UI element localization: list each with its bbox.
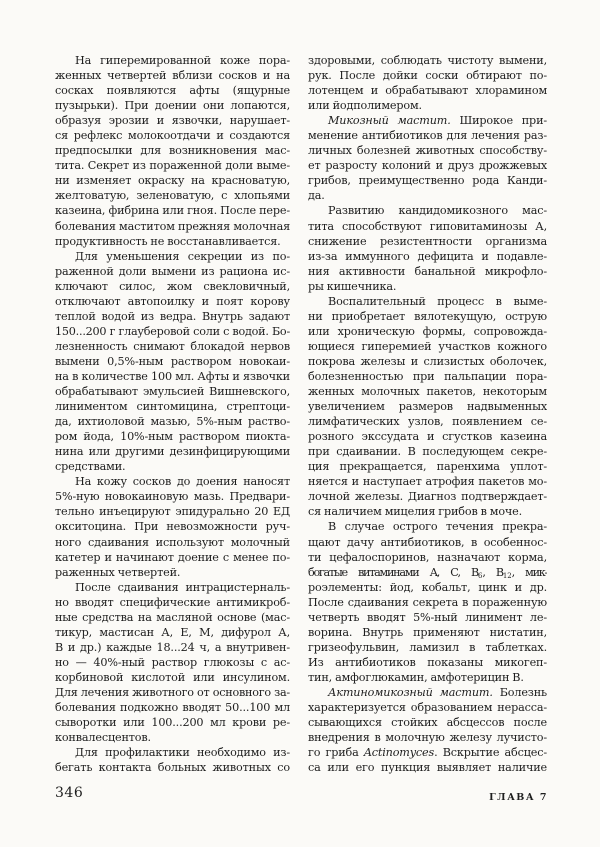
text-segment: болевания маститом прежняя молочная xyxy=(55,219,290,233)
text-segment: После сдаивания интрацистерналь- xyxy=(75,580,290,594)
text-segment: предпосылки для возникновения мас- xyxy=(55,144,290,158)
text-segment: На гиперемированной коже пора- xyxy=(75,54,290,67)
text-line xyxy=(308,565,547,580)
text-line xyxy=(308,384,547,399)
text-line xyxy=(308,745,547,760)
text-segment: менение антибиотиков для лечения раз- xyxy=(308,129,547,143)
text-segment: казеина, фибрина или гноя. После пере- xyxy=(55,204,290,218)
text-segment: В и др.) каждые 18...24 ч, а внутривен- xyxy=(55,640,290,654)
text-line xyxy=(55,519,290,534)
text-segment: щают дачу антибиотиков, в особеннос- xyxy=(308,535,547,549)
text-segment: да, ихтиоловой мазью, 5%-ным раство- xyxy=(55,415,290,429)
text-line xyxy=(55,53,290,68)
text-segment: Болезнь xyxy=(492,685,547,699)
text-segment: 150...200 г глауберовой соли с водой. Бо- xyxy=(55,324,290,338)
text-segment: да. xyxy=(308,189,325,203)
text-segment: ром йода, 10%-ным раствором пиокта- xyxy=(55,430,290,444)
text-line xyxy=(55,113,290,128)
text-line xyxy=(308,459,547,474)
text-line xyxy=(308,519,547,534)
text-segment: После сдаивания секрета в пораженную xyxy=(308,595,547,609)
text-segment: отключают автопоилку и поят корову xyxy=(55,294,290,308)
text-segment: ни приобретает вялотекущую, острую xyxy=(308,309,547,323)
text-line xyxy=(55,685,290,700)
text-segment: грибов, преимущественно рода Канди- xyxy=(308,174,547,188)
text-line xyxy=(308,98,547,113)
text-segment: корбиновой кислотой или инсулином. xyxy=(55,670,290,684)
text-line xyxy=(55,655,290,670)
text-segment: ти цефалоспоринов, назначают корма, xyxy=(308,550,547,564)
text-segment: но — 40%-ный раствор глюкозы с ас- xyxy=(55,655,290,669)
text-line xyxy=(55,414,290,429)
text-segment: личных болезней животных способству- xyxy=(308,144,547,158)
text-segment: Для профилактики необходимо из- xyxy=(75,746,290,760)
text-segment: са или его пункция выявляет наличие xyxy=(308,761,547,775)
text-line xyxy=(55,294,290,309)
text-segment: Воспалительный процесс в выме- xyxy=(328,294,547,308)
text-line xyxy=(308,610,547,625)
column-left xyxy=(55,53,290,775)
text-segment: болевания подкожно вводят 50...100 мл xyxy=(55,701,290,715)
text-line xyxy=(55,715,290,730)
text-line xyxy=(55,610,290,625)
text-line xyxy=(55,580,290,595)
text-segment: снижение резистентности организма xyxy=(308,234,547,248)
text-line xyxy=(55,188,290,203)
column-right xyxy=(308,53,547,775)
text-segment: или йодполимером. xyxy=(308,99,422,113)
text-line xyxy=(55,595,290,610)
text-line xyxy=(55,158,290,173)
italic-text: Микозный мастит. xyxy=(328,114,451,128)
text-segment: Развитию кандидомикозного мас- xyxy=(328,204,547,218)
text-segment: при сдаивании. В последующем секре- xyxy=(308,445,547,459)
text-line xyxy=(55,640,290,655)
text-segment: болезненностью при пальпации пора- xyxy=(308,369,547,383)
text-segment: ция прекращается, паренхима уплот- xyxy=(308,460,547,474)
text-line xyxy=(308,219,547,234)
text-segment: желтоватую, зеленоватую, с хлопьями xyxy=(55,189,290,203)
text-segment: ры кишечника. xyxy=(308,279,397,293)
text-line xyxy=(308,489,547,504)
text-line xyxy=(308,83,547,98)
text-line xyxy=(308,113,547,128)
text-line xyxy=(308,504,547,519)
text-segment: лимфатических узлов, появлением се- xyxy=(308,415,547,429)
text-segment: тита. Секрет из пораженной доли выме- xyxy=(55,159,290,173)
text-segment: женных четвертей вблизи сосков и на xyxy=(55,69,290,83)
text-line xyxy=(308,309,547,324)
text-segment: ющиеся гиперемией участков кожного xyxy=(308,339,547,353)
text-line xyxy=(308,294,547,309)
text-segment: ся наличием мицелия грибов в моче. xyxy=(308,505,523,519)
text-line xyxy=(308,53,547,68)
text-segment: тельно инъецируют эпидурально 20 ЕД xyxy=(55,505,290,519)
text-segment: В случае острого течения прекра- xyxy=(328,520,547,534)
text-segment: гризеофульвин, ламизил в таблетках. xyxy=(308,640,547,654)
text-line xyxy=(55,143,290,158)
text-line xyxy=(308,339,547,354)
text-line xyxy=(55,384,290,399)
text-line xyxy=(308,249,547,264)
text-segment: линиментом синтомицина, стрептоци- xyxy=(55,400,290,414)
text-segment: го гриба xyxy=(308,746,364,760)
text-line xyxy=(55,745,290,760)
text-segment: ся рефлекс молокоотдачи и создаются xyxy=(55,129,290,143)
text-line xyxy=(308,640,547,655)
text-segment: богатые витаминами А, С, В xyxy=(308,565,478,579)
page-number: 346 xyxy=(55,785,84,801)
italic-text: Актиномикозный мастит. xyxy=(328,685,493,699)
text-line xyxy=(55,550,290,565)
text-segment: средствами. xyxy=(55,460,126,474)
text-line xyxy=(308,158,547,173)
text-line xyxy=(308,324,547,339)
text-segment: на в количестве 100 мл. Афты и язвочки xyxy=(55,369,290,383)
text-segment: катетер и начинают доение с менее по- xyxy=(55,550,290,564)
text-line xyxy=(308,414,547,429)
text-segment: нина или другими дезинфицирующими xyxy=(55,445,290,459)
italic-text: Actinomyces xyxy=(363,746,435,760)
text-segment: конвалесцентов. xyxy=(55,731,151,745)
text-line xyxy=(55,339,290,354)
text-segment: тикур, мастисан А, Е, М, дифурол А, xyxy=(55,625,290,639)
text-line xyxy=(308,68,547,83)
text-line xyxy=(55,459,290,474)
text-line xyxy=(55,730,290,745)
text-line xyxy=(55,535,290,550)
text-line xyxy=(308,595,547,610)
text-line xyxy=(308,685,547,700)
text-segment: теплой водой из ведра. Внутрь задают xyxy=(55,309,290,323)
text-line xyxy=(308,625,547,640)
text-segment: ного сдаивания используют молочный xyxy=(55,535,290,549)
text-segment: 5%-ную новокаиновую мазь. Предвари- xyxy=(55,490,290,504)
subscript-text: 6 xyxy=(477,571,483,580)
text-segment: покрова железы и слизистых оболочек, xyxy=(308,354,547,368)
text-line xyxy=(308,670,547,685)
text-line xyxy=(55,264,290,279)
text-segment: розного экссудата и сгустков казеина xyxy=(308,430,547,444)
text-segment: , В xyxy=(482,565,503,579)
text-segment: рук. После дойки соски обтирают по- xyxy=(308,69,547,83)
text-line xyxy=(55,670,290,685)
text-line xyxy=(308,264,547,279)
text-line xyxy=(308,429,547,444)
text-segment: раженных четвертей. xyxy=(55,565,181,579)
text-line xyxy=(55,700,290,715)
text-line xyxy=(308,474,547,489)
text-segment: сывающихся стойких абсцессов после xyxy=(308,716,547,730)
text-segment: ни изменяет окраску на красноватую, xyxy=(55,174,290,188)
text-line xyxy=(55,474,290,489)
text-segment: из-за иммунного дефицита и подавле- xyxy=(308,249,547,263)
text-line xyxy=(55,429,290,444)
text-line xyxy=(308,354,547,369)
text-segment: няется и наступает атрофия пакетов мо- xyxy=(308,475,547,489)
text-line xyxy=(308,143,547,158)
text-line xyxy=(55,98,290,113)
text-line xyxy=(55,504,290,519)
text-segment: увеличением размеров надвыменных xyxy=(308,400,547,414)
text-line xyxy=(55,279,290,294)
text-line xyxy=(55,399,290,414)
text-line xyxy=(55,128,290,143)
text-line xyxy=(55,203,290,218)
text-line xyxy=(308,234,547,249)
text-line xyxy=(308,399,547,414)
text-line xyxy=(55,234,290,249)
text-segment: лотенцем и обрабатывают хлорамином xyxy=(308,84,547,98)
text-segment: обрабатывают эмульсией Вишневского, xyxy=(55,385,290,399)
text-line xyxy=(308,580,547,595)
text-line xyxy=(55,489,290,504)
text-line xyxy=(55,369,290,384)
text-segment: но вводят специфические антимикроб- xyxy=(55,595,290,609)
text-segment: Для лечения животного от основного за- xyxy=(55,685,290,699)
text-segment: женных молочных пакетов, некоторым xyxy=(308,385,547,399)
text-columns xyxy=(55,53,547,775)
text-line xyxy=(55,173,290,188)
text-line xyxy=(55,219,290,234)
text-segment: Для уменьшения секреции из по- xyxy=(75,249,290,263)
text-line xyxy=(308,535,547,550)
text-segment: ет разросту колоний и друз дрожжевых xyxy=(308,159,547,173)
text-line xyxy=(308,715,547,730)
text-segment: окситоцина. При невозможности руч- xyxy=(55,520,290,534)
text-line xyxy=(55,68,290,83)
text-line xyxy=(55,324,290,339)
text-segment: характеризуется образованием нерасса- xyxy=(308,701,547,715)
text-segment: раженной доли вымени из рациона ис- xyxy=(55,264,290,278)
text-segment: здоровыми, соблюдать чистоту вымени, xyxy=(308,54,547,67)
text-segment: ключают силос, жом свекловичный, xyxy=(55,279,290,293)
text-line xyxy=(308,188,547,203)
text-line xyxy=(55,625,290,640)
text-line xyxy=(308,550,547,565)
text-segment: На кожу сосков до доения наносят xyxy=(75,475,290,489)
text-line xyxy=(55,760,290,775)
text-line xyxy=(55,83,290,98)
text-segment: ния активности банальной микрофло- xyxy=(308,264,547,278)
text-line xyxy=(308,128,547,143)
text-line xyxy=(308,655,547,670)
text-line xyxy=(55,309,290,324)
text-segment: четверть вводят 5%-ный линимент ле- xyxy=(308,610,547,624)
subscript-text: 12 xyxy=(502,571,512,580)
text-segment: внедрения в молочную железу лучисто- xyxy=(308,731,547,745)
text-line xyxy=(308,203,547,218)
text-segment: сосках появляются афты (ящурные xyxy=(55,84,290,98)
text-line xyxy=(55,444,290,459)
text-segment: продуктивность не восстанавливается. xyxy=(55,234,281,248)
chapter-running-head: ГЛАВА 7 xyxy=(489,792,548,803)
text-segment: роэлементы: йод, кобальт, цинк и др. xyxy=(308,580,547,594)
text-segment: ворина. Внутрь применяют нистатин, xyxy=(308,625,547,639)
text-segment: ные средства на масляной основе (мас- xyxy=(55,610,290,624)
text-segment: пузырьки). При доении они лопаются, xyxy=(55,99,290,113)
text-segment: , мик- xyxy=(511,565,547,579)
text-segment: сыворотки или 100...200 мл крови ре- xyxy=(55,716,290,730)
text-segment: Из антибиотиков показаны микогеп- xyxy=(308,655,547,669)
text-segment: или хроническую формы, сопровожда- xyxy=(308,324,547,338)
text-segment: тита способствуют гиповитаминозы А, xyxy=(308,219,547,233)
text-line xyxy=(308,279,547,294)
text-line xyxy=(55,354,290,369)
text-line xyxy=(308,369,547,384)
text-segment: бегать контакта больных животных со xyxy=(55,761,290,775)
text-segment: лезненность снимают блокадой нервов xyxy=(55,339,290,353)
text-segment: образуя эрозии и язвочки, нарушает- xyxy=(55,114,290,128)
text-segment: Широкое при- xyxy=(450,114,547,128)
text-line xyxy=(308,173,547,188)
text-line xyxy=(308,444,547,459)
text-segment: лочной железы. Диагноз подтверждает- xyxy=(308,490,547,504)
text-line xyxy=(308,700,547,715)
text-line xyxy=(55,249,290,264)
text-line xyxy=(55,565,290,580)
text-line xyxy=(308,730,547,745)
text-segment: вымени 0,5%-ным раствором новокаи- xyxy=(55,354,290,368)
text-line xyxy=(308,760,547,775)
text-segment: тин, амфоглюкамин, амфотерицин В. xyxy=(308,670,524,684)
text-segment: . Вскрытие абсцес- xyxy=(434,746,547,760)
